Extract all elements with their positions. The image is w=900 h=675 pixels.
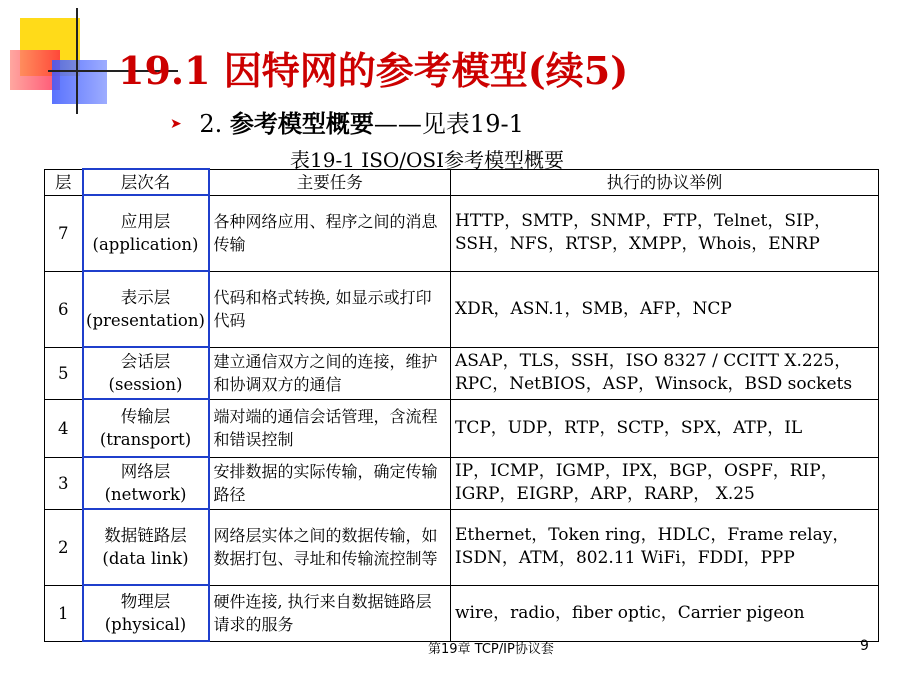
layer-name-cn: 网络层 [120,462,171,481]
layer-name [83,195,209,271]
slide-footer: 第19章 TCP/IP协议套 [428,642,554,657]
layer-protocols: XDR，ASN.1，SMB，AFP，NCP [451,271,879,347]
layer-number: 2 [45,509,83,585]
section-title: 参考模型概要 [229,109,374,138]
table-row [45,457,879,509]
layer-task: 安排数据的实际传输，确定传输路径 [209,457,451,509]
layer-name-cn: 表示层 [120,288,171,307]
slide-title: 19.1 因特网的参考模型(续5) [118,48,629,93]
layer-number: 4 [45,399,83,457]
header-layer: 层 [45,169,83,195]
layer-task: 各种网络应用、程序之间的消息传输 [209,195,451,271]
layer-number: 7 [45,195,83,271]
section-reference: ——见表19-1 [373,110,524,138]
decor-blue-block [52,60,107,104]
layer-name-cn: 物理层 [120,592,171,611]
osi-model-table [44,168,879,642]
layer-protocols: HTTP，SMTP，SNMP，FTP，Telnet，SIP，SSH，NFS，RTSP，XMPP，Whois，ENRP [451,195,879,271]
section-number: 2. [199,110,223,138]
layer-protocols: wire，radio，fiber optic，Carrier pigeon [451,585,879,641]
layer-name-en: (transport) [99,430,192,449]
section-heading [170,104,524,139]
layer-protocols: TCP，UDP，RTP，SCTP，SPX，ATP，IL [451,399,879,457]
layer-protocols: IP，ICMP，IGMP，IPX，BGP，OSPF，RIP，IGRP，EIGRP，ARP，RARP， X.25 [451,457,879,509]
layer-number: 5 [45,347,83,399]
layer-name-en: (session) [108,375,183,394]
layer-name-cn: 数据链路层 [104,526,187,545]
layer-number: 1 [45,585,83,641]
page-number: 9 [860,638,869,654]
table-row [45,347,879,399]
header-main-task: 主要任务 [209,169,451,195]
layer-task: 网络层实体之间的数据传输，如数据打包、寻址和传输流控制等 [209,509,451,585]
layer-name-cn: 会话层 [120,352,171,371]
layer-number: 6 [45,271,83,347]
layer-protocols: ASAP，TLS，SSH，ISO 8327 / CCITT X.225，RPC，NetBIOS，ASP，Winsock，BSD sockets [451,347,879,399]
layer-name-en: (data link) [102,549,189,568]
layer-name [83,271,209,347]
table-row [45,509,879,585]
layer-number: 3 [45,457,83,509]
table-row [45,195,879,271]
layer-task: 建立通信双方之间的连接，维护和协调双方的通信 [209,347,451,399]
header-protocols: 执行的协议举例 [451,169,879,195]
layer-name-en: (application) [92,235,199,254]
table-row [45,399,879,457]
bullet-arrow-icon: ➤ [170,116,182,132]
layer-name [83,457,209,509]
table-caption: 表19-1 ISO/OSI参考模型概要 [290,148,565,172]
table-header-row [45,169,879,195]
table-row [45,271,879,347]
layer-name-en: (physical) [104,615,187,634]
layer-name [83,509,209,585]
layer-name [83,347,209,399]
header-layer-name: 层次名 [83,169,209,195]
layer-protocols: Ethernet，Token ring，HDLC，Frame relay，ISDN，ATM，802.11 WiFi，FDDI，PPP [451,509,879,585]
layer-task: 硬件连接, 执行来自数据链路层请求的服务 [209,585,451,641]
layer-name-en: (presentation) [86,311,205,330]
decor-vertical-line [76,8,78,114]
layer-task: 代码和格式转换, 如显示或打印代码 [209,271,451,347]
layer-name [83,399,209,457]
layer-name [83,585,209,641]
layer-task: 端对端的通信会话管理，含流程和错误控制 [209,399,451,457]
layer-name-cn: 传输层 [120,407,171,426]
table-row [45,585,879,641]
layer-name-en: (network) [104,485,187,504]
layer-name-cn: 应用层 [120,212,171,231]
